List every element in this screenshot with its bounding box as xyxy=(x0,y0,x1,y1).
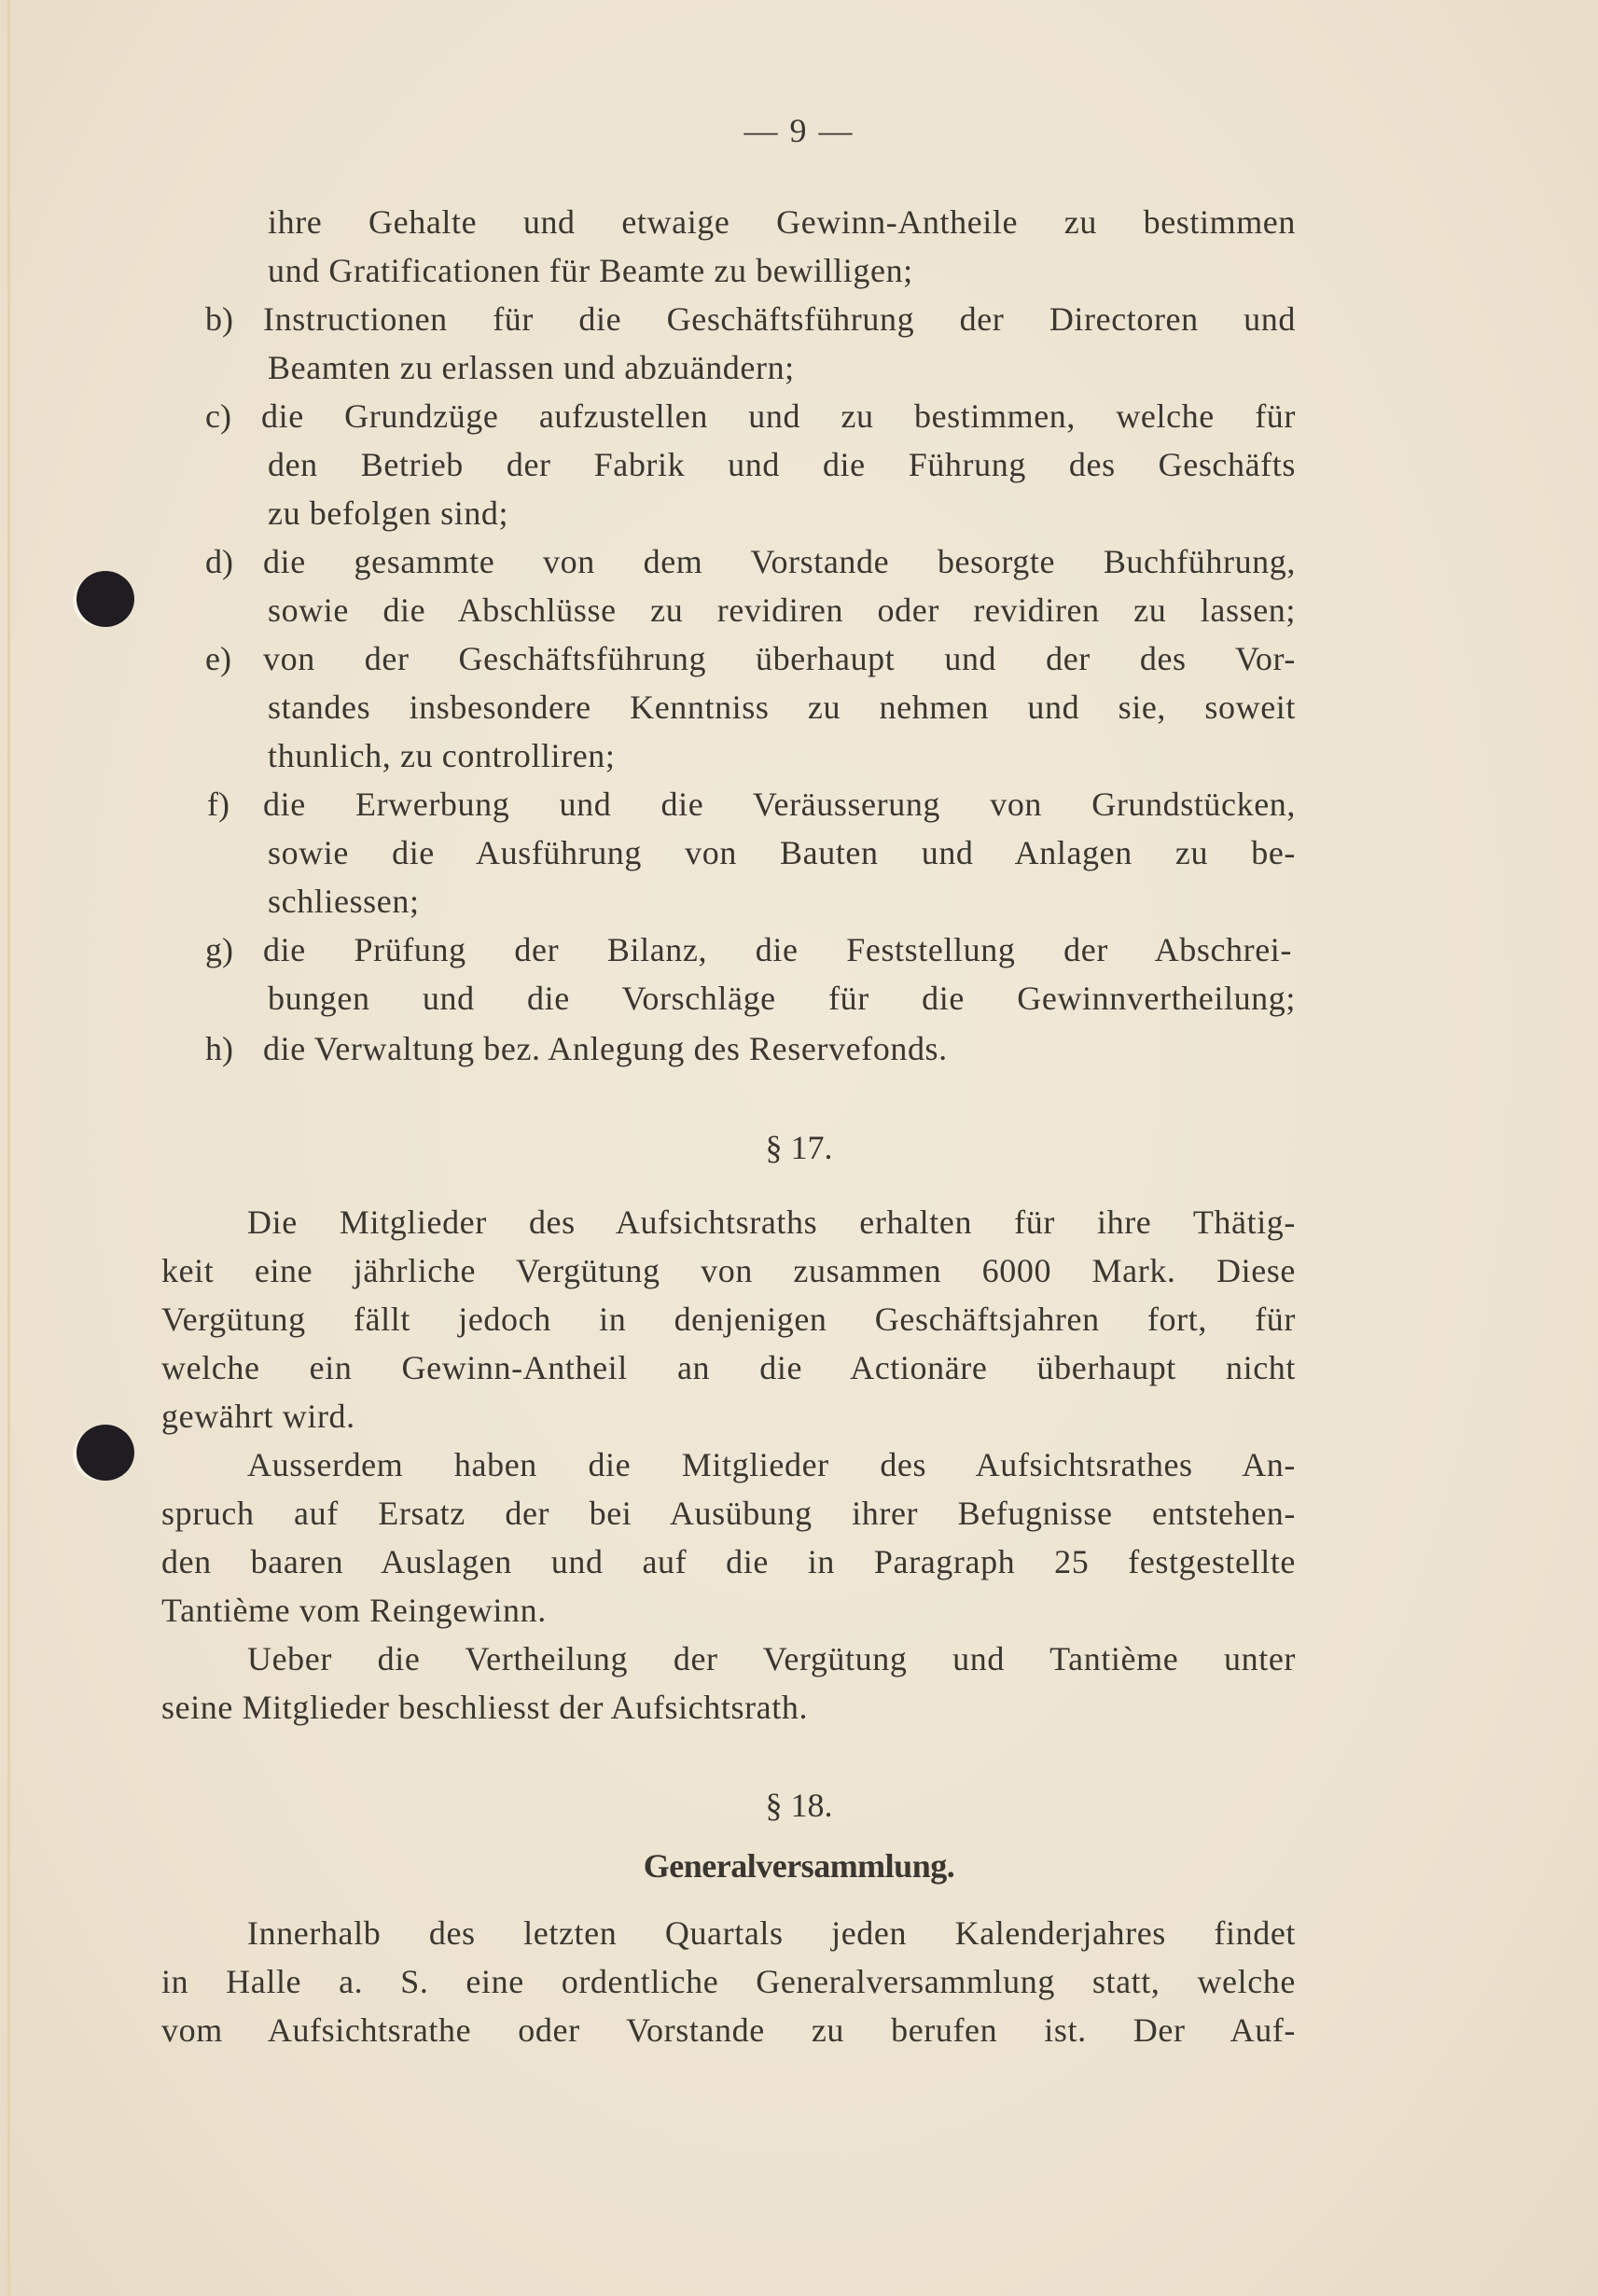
paragraph-line: Ueber die Vertheilung der Vergütung und Tantième unter xyxy=(247,1640,1296,1677)
list-line: schliessen; xyxy=(268,883,420,920)
paragraph-line: welche ein Gewinn-Antheil an die Actionäre überhaupt nicht xyxy=(161,1349,1296,1386)
paragraph-line: gewährt wird. xyxy=(161,1398,355,1435)
section-17-heading: § 17. xyxy=(765,1129,833,1166)
paragraph-line: seine Mitglieder beschliesst der Aufsichtsrath. xyxy=(161,1689,809,1726)
list-label: g) xyxy=(205,931,233,968)
list-label: h) xyxy=(205,1030,233,1067)
list-line: die gesammte von dem Vorstande besorgte Buchführung, xyxy=(263,543,1296,580)
paragraph-line: vom Aufsichtsrathe oder Vorstande zu berufen ist. Der Auf- xyxy=(161,2011,1296,2049)
list-line: von der Geschäftsführung überhaupt und der des Vor- xyxy=(263,640,1296,677)
section-18-heading: § 18. xyxy=(765,1787,833,1824)
list-line: die Prüfung der Bilanz, die Feststellung der Abschrei- xyxy=(263,931,1292,968)
paragraph-line: den baaren Auslagen und auf die in Paragraph 25 festgestellte xyxy=(161,1543,1296,1580)
paragraph-line: keit eine jährliche Vergütung von zusammen 6000 Mark. Diese xyxy=(161,1252,1296,1289)
list-line: die Verwaltung bez. Anlegung des Reservefonds. xyxy=(263,1030,948,1067)
list-line: standes insbesondere Kenntniss zu nehmen und sie, soweit xyxy=(268,689,1296,726)
list-line: sowie die Ausführung von Bauten und Anlagen zu be- xyxy=(268,834,1296,871)
list-line: Beamten zu erlassen und abzuändern; xyxy=(268,349,795,386)
paragraph-line: Vergütung fällt jedoch in denjenigen Geschäftsjahren fort, für xyxy=(161,1301,1296,1338)
list-line: thunlich, zu controlliren; xyxy=(268,737,616,774)
list-line: bungen und die Vorschläge für die Gewinnvertheilung; xyxy=(268,980,1296,1017)
list-label: e) xyxy=(205,640,231,677)
list-label: c) xyxy=(205,397,231,435)
list-line: sowie die Abschlüsse zu revidiren oder revidiren zu lassen; xyxy=(268,591,1296,629)
list-label: f) xyxy=(207,786,229,823)
list-line: und Gratificationen für Beamte zu bewilligen; xyxy=(268,252,913,289)
list-line: Instructionen für die Geschäftsführung der Directoren und xyxy=(263,300,1296,338)
paragraph-line: Innerhalb des letzten Quartals jeden Kalenderjahres findet xyxy=(247,1914,1296,1952)
list-line: die Grundzüge aufzustellen und zu bestimmen, welche für xyxy=(261,397,1296,435)
paragraph-line: in Halle a. S. eine ordentliche Generalversammlung statt, welche xyxy=(161,1963,1296,2000)
list-line: die Erwerbung und die Veräusserung von Grundstücken, xyxy=(263,786,1296,823)
paragraph-line: Tantième vom Reingewinn. xyxy=(161,1592,547,1629)
paragraph-line: Ausserdem haben die Mitglieder des Aufsichtsrathes An- xyxy=(247,1446,1296,1483)
list-label: d) xyxy=(205,543,233,580)
list-line: zu befolgen sind; xyxy=(268,494,509,532)
list-line: ihre Gehalte und etwaige Gewinn-Antheile zu bestimmen xyxy=(268,203,1296,241)
punch-hole xyxy=(76,1425,134,1481)
paragraph-line: Die Mitglieder des Aufsichtsraths erhalten für ihre Thätig- xyxy=(247,1204,1296,1241)
punch-hole xyxy=(76,571,134,627)
section-18-title: Generalversammlung. xyxy=(643,1847,955,1885)
list-label: b) xyxy=(205,300,233,338)
paragraph-line: spruch auf Ersatz der bei Ausübung ihrer Befugnisse entstehen- xyxy=(161,1495,1296,1532)
page-number: — 9 — xyxy=(743,112,855,149)
list-line: den Betrieb der Fabrik und die Führung des Geschäfts xyxy=(268,446,1296,483)
